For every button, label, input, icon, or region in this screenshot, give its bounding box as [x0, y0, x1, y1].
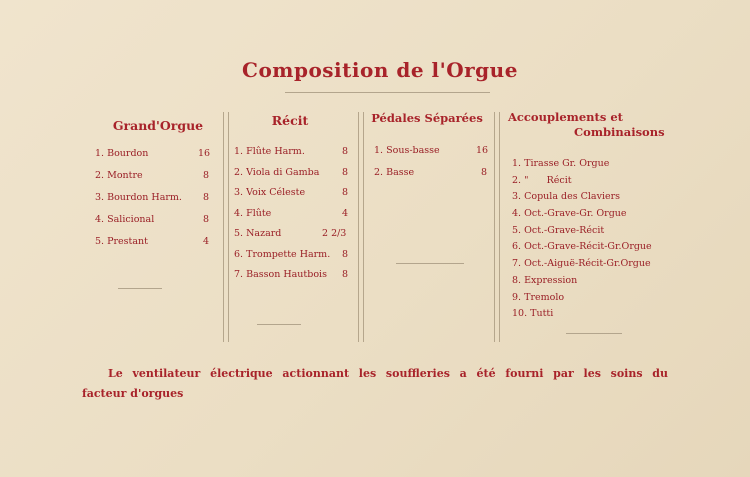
list-item: 4. Flûte 4 [234, 207, 349, 219]
list-item: 9. Tremolo [512, 291, 565, 303]
list-item: 2. Viola di Gamba 8 [234, 166, 349, 178]
list-item: 6. Oct.-Grave-Récit-Gr.Orgue [512, 241, 652, 253]
heading-pedales: Pédales Séparées [371, 111, 483, 125]
section-rule [566, 333, 622, 334]
list-item: 1. Flûte Harm. 8 [234, 146, 349, 157]
section-rule [118, 288, 162, 289]
list-accouplements [512, 158, 692, 325]
list-item: 3. Voix Céleste 8 [234, 187, 349, 198]
list-item: 4. Oct.-Grave-Gr. Orgue [512, 208, 627, 220]
list-item: 7. Basson Hautbois 8 [234, 269, 349, 280]
section-rule [396, 263, 464, 264]
list-item: 5. Prestant 4 [95, 236, 210, 247]
list-item: 10. Tutti [512, 308, 554, 320]
list-item: 1. Sous-basse 16 [374, 145, 489, 156]
list-item: 8. Expression [512, 274, 578, 286]
heading-grand-orgue: Grand'Orgue [112, 118, 204, 133]
list-recit [234, 146, 354, 290]
page-title: Composition de l'Orgue [242, 58, 518, 82]
heading-accouplements: Accouplements et Combinaisons [508, 110, 665, 139]
list-item: 2. Basse 8 [374, 167, 488, 178]
section-rule [257, 324, 301, 325]
list-item: 6. Trompette Harm. 8 [234, 248, 349, 260]
list-item: 3. Bourdon Harm. 8 [95, 192, 210, 203]
list-item: 5. Oct.-Grave-Récit [512, 224, 605, 236]
list-item: 1. Tirasse Gr. Orgue [512, 158, 610, 169]
list-item: 7. Oct.-Aiguë-Récit-Gr.Orgue [512, 258, 651, 270]
heading-recit: Récit [271, 113, 309, 128]
list-pedales [374, 145, 490, 189]
column-divider [494, 112, 500, 342]
column-divider [358, 112, 364, 342]
list-item: 2. Montre 8 [95, 170, 210, 181]
column-divider [223, 112, 229, 342]
footer-note: Le ventilateur électrique actionnant les souffleries a été fourni par les soins du facteur d'orgues [82, 367, 668, 400]
title-underline [285, 92, 490, 93]
list-item: 4. Salicional 8 [95, 214, 210, 225]
list-item: 5. Nazard 2 2/3 [234, 228, 347, 239]
list-item: 2. " Récit [512, 174, 572, 186]
list-item: 3. Copula des Claviers [512, 191, 621, 203]
list-item: 1. Bourdon 16 [95, 148, 211, 159]
list-grand-orgue [95, 148, 215, 258]
